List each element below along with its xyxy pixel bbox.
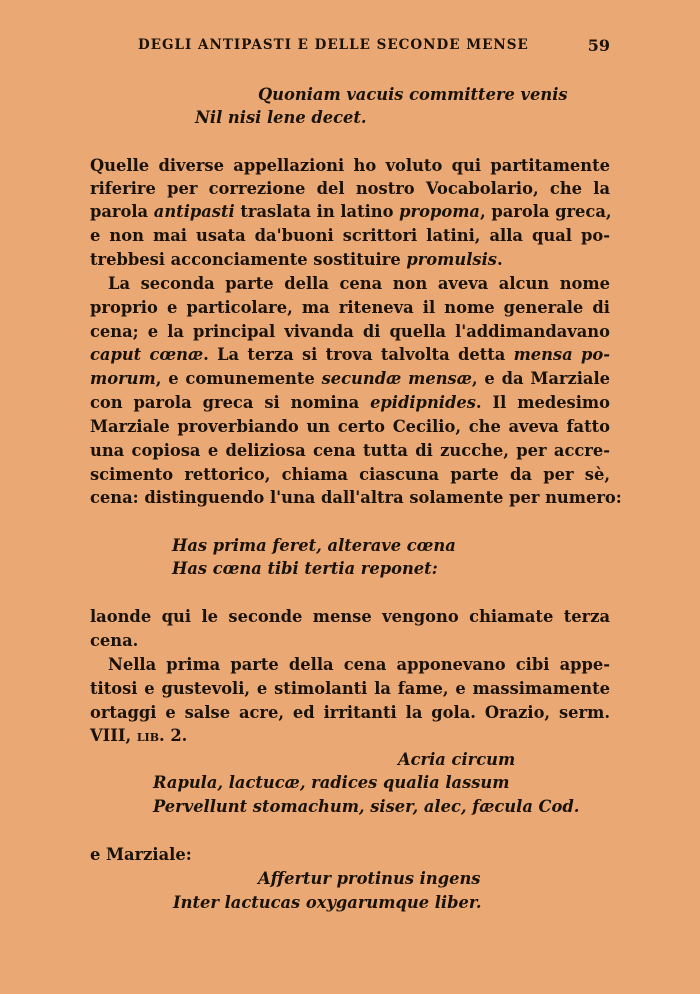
text-line: con parola greca si nomina epidipnides. Il medesimo [90, 393, 610, 412]
text-line: riferire per correzione del nostro Vocabolario, che la [90, 179, 610, 198]
verse-line: Affertur protinus ingens [258, 869, 481, 888]
text-line: proprio e particolare, ma riteneva il nome generale di [90, 298, 610, 317]
verse-line: Has cœna tibi tertia reponet: [172, 559, 438, 578]
text-line: cena. [90, 631, 139, 650]
text-line: caput cœnæ. La terza si trova talvolta detta mensa po- [90, 345, 611, 364]
verse-line: Acria circum [398, 750, 516, 769]
text-line: una copiosa e deliziosa cena tutta di zucche, per accre- [90, 441, 610, 460]
text-line: morum, e comunemente secundæ mensæ, e da Marziale [90, 369, 611, 388]
text-line: trebbesi acconciamente sostituire promulsis. [90, 250, 503, 269]
text-line: Nella prima parte della cena apponevano cibi appe- [108, 655, 610, 674]
verse-line: Rapula, lactucæ, radices qualia lassum [153, 773, 510, 792]
text-line: cena: distinguendo l'una dall'altra solamente per numero: [90, 488, 622, 507]
text-line: cena; e la principal vivanda di quella l'addimandavano [90, 322, 610, 341]
text-line: e non mai usata da'buoni scrittori latini, alla qual po- [90, 226, 610, 245]
text-line: e Marziale: [90, 845, 192, 864]
text-line: scimento rettorico, chiama ciascuna parte da per sè, [90, 465, 610, 484]
verse-line: Has prima feret, alterave cœna [172, 536, 456, 555]
page-number: 59 [587, 36, 610, 55]
text-line: laonde qui le seconde mense vengono chiamate terza [90, 607, 610, 626]
text-line: Marziale proverbiando un certo Cecilio, che aveva fatto [90, 417, 610, 436]
text-line: Quelle diverse appellazioni ho voluto qui partitamente [90, 156, 610, 175]
text-line: ortaggi e salse acre, ed irritanti la gola. Orazio, serm. [90, 703, 610, 722]
verse-line: Pervellunt stomachum, siser, alec, fæcula Cod. [153, 797, 580, 816]
verse-line: Inter lactucas oxygarumque liber. [173, 893, 482, 912]
text-line: titosi e gustevoli, e stimolanti la fame, e massimamente [90, 679, 610, 698]
running-title: DEGLI ANTIPASTI E DELLE SECONDE MENSE [138, 37, 529, 53]
verse-line: Nil nisi lene decet. [195, 108, 367, 127]
verse-line: Quoniam vacuis committere venis [258, 85, 568, 104]
text-line: parola antipasti traslata in latino propoma, parola greca, [90, 202, 612, 221]
text-line: VIII, lib. 2. [90, 726, 188, 745]
text-line: La seconda parte della cena non aveva alcun nome [108, 274, 610, 293]
